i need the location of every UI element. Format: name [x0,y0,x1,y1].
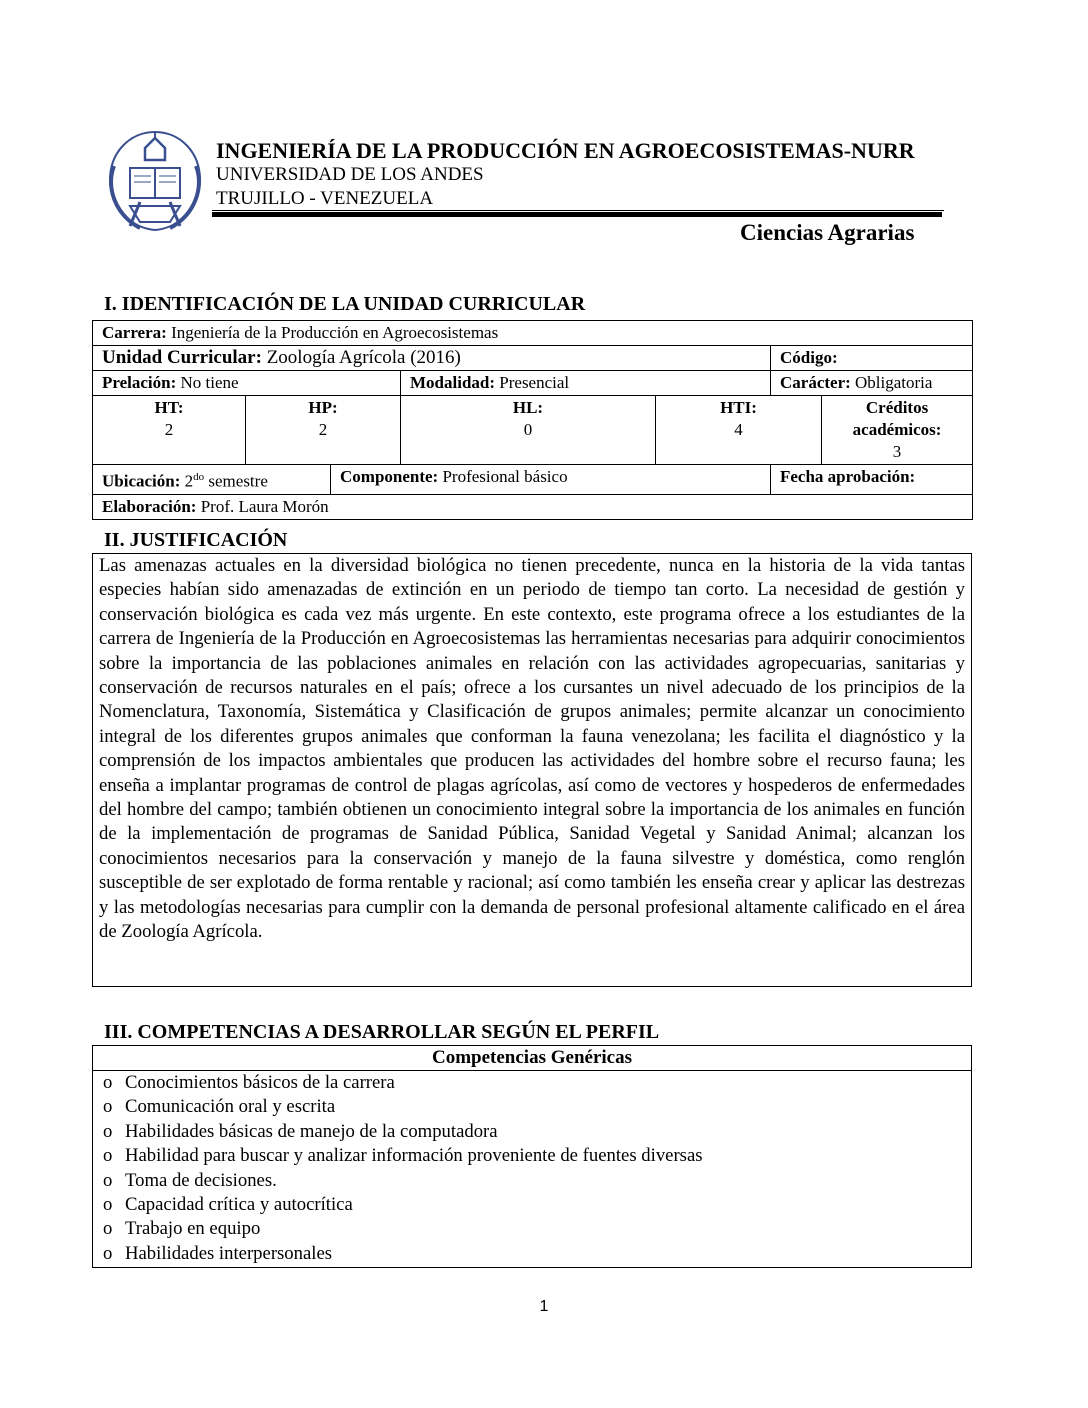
bullet-icon: o [103,1145,113,1167]
row-ubicacion [93,465,973,495]
elaboracion-label: Elaboración: [102,496,197,516]
modalidad-label: Modalidad: [410,373,496,392]
list-item-text: Habilidad para buscar y analizar información proveniente de fuentes diversas [125,1145,703,1167]
bullet-icon: o [103,1096,113,1118]
caracter-value: Obligatoria [855,373,933,392]
header-rule-thin [212,210,944,211]
competencies-header: Competencias Genéricas [93,1046,971,1071]
list-item [103,1071,971,1095]
ht-label: HT: [154,398,184,417]
competencies-list [93,1071,971,1266]
componente-value: Profesional básico [442,467,568,486]
hti-label: HTI: [720,398,757,417]
section-3-heading: III. COMPETENCIAS A DESARROLLAR SEGÚN EL PERFIL [104,1021,660,1043]
page-number: 1 [539,1298,549,1315]
ubicacion-label: Ubicación: [102,471,181,491]
list-item-text: Conocimientos básicos de la carrera [125,1072,395,1093]
cell-fecha [771,465,973,495]
hl-label: HL: [512,398,544,417]
list-item [103,1169,971,1193]
cell-unidad [93,346,771,371]
creditos-value: 3 [892,442,902,461]
cell-codigo [771,346,973,371]
hp-value: 2 [318,420,328,439]
list-item [103,1120,971,1144]
creditos-label: Créditos académicos: [852,398,942,439]
codigo-label: Código: [780,348,838,367]
list-item-text: Comunicación oral y escrita [125,1096,336,1118]
cell-carrera [93,321,973,346]
competencies-table [92,1045,972,1268]
hl-value: 0 [523,420,533,439]
program-title: INGENIERÍA DE LA PRODUCCIÓN EN AGROECOSISTEMAS-NURR [216,138,915,163]
list-item [103,1193,971,1217]
ubicacion-sup: do [193,471,205,483]
cell-hl [401,396,656,465]
hp-label: HP: [308,398,338,417]
university-seal-logo [100,126,210,236]
cell-componente [331,465,771,495]
section-1-heading: I. IDENTIFICACIÓN DE LA UNIDAD CURRICULAR [104,293,586,315]
modalidad-value: Presencial [499,373,570,392]
unidad-value: Zoología Agrícola (2016) [266,347,461,368]
section-2-heading: II. JUSTIFICACIÓN [104,529,288,551]
bullet-icon: o [103,1072,113,1093]
list-item-text: Toma de decisiones. [125,1169,277,1191]
list-item [103,1144,971,1168]
row-elaboracion [93,494,973,519]
bullet-icon: o [103,1169,113,1191]
elaboracion-value: Prof. Laura Morón [200,496,329,516]
header-rule-thick [212,212,942,217]
knowledge-area: Ciencias Agrarias [740,220,915,245]
bullet-icon: o [103,1242,113,1264]
cell-prelacion [93,371,401,396]
cell-hti [656,396,822,465]
university-name: UNIVERSIDAD DE LOS ANDES [216,164,484,185]
cell-ubicacion [93,465,331,495]
location: TRUJILLO - VENEZUELA [216,188,434,209]
identification-table [92,320,973,520]
list-item-text: Habilidades interpersonales [125,1242,333,1264]
cell-elaboracion [93,494,973,519]
list-item-text: Trabajo en equipo [125,1218,261,1240]
cell-ht [93,396,246,465]
bullet-icon: o [103,1194,113,1216]
cell-modalidad [401,371,771,396]
prelacion-label: Prelación: [102,373,177,392]
justification-text: Las amenazas actuales en la diversidad biológica no tienen precedente, nunca en la historia de la vida tantas especies habían sido amenazadas de extinción en un periodo de tiempo tan corto. La necesidad de gestión y conservación biológica es cada vez más urgente. En este contexto, este programa ofrece a los estudiantes de la carrera de Ingeniería de la Producción en Agroecosistemas las herramientas necesarias para adquirir conocimientos sobre la importancia de las poblaciones animales en relación con las actividades agropecuarias, sanitarias y conservación de recursos naturales en el país; ofrece a los cursantes un nivel adecuado de los principios de la Nomenclatura, Taxonomía, Sistemática y Clasificación de grupos animales; permite alcanzar un conocimiento integral de los diferentes grupos animales que conforman la fauna venezolana; les facilita el diagnóstico y la comprensión de los impactos ambientales que producen las actividades del hombre sobre el recurso fauna; les enseña a implantar programas de control de plagas agrícolas, así como de vectores y hospederos de enfermedades del hombre del campo; también obtienen un conocimiento integral sobre la importancia de los animales en función de la implementación de programas de Sanidad Pública, Sanidad Vegetal y Sanidad Animal; alcanzan los conocimientos necesarios para la conservación y manejo de la fauna silvestre y doméstica, como renglón susceptible de ser explotado de forma rentable y racional; así como también les enseña crear y aplicar las destrezas y las metodologías necesarias para cumplir con la demanda de personal profesional altamente calificado en el área de Zoología Agrícola. [92,553,972,987]
ubicacion-num: 2 [184,471,194,491]
fecha-label: Fecha aprobación: [780,467,916,486]
hti-value: 4 [734,420,743,439]
cell-caracter [771,371,973,396]
list-item [103,1095,971,1119]
prelacion-value: No tiene [180,373,239,392]
list-item-text: Capacidad crítica y autocrítica [125,1194,353,1216]
row-unidad [93,346,973,371]
bullet-icon: o [103,1218,113,1240]
carrera-label: Carrera: [102,323,167,342]
row-hours [93,396,973,465]
row-prelacion [93,371,973,396]
list-item [103,1242,971,1266]
cell-hp [246,396,401,465]
ubicacion-rest: semestre [208,471,268,491]
carrera-value: Ingeniería de la Producción en Agroecosistemas [171,323,499,342]
cell-creditos [822,396,973,465]
bullet-icon: o [103,1120,113,1142]
caracter-label: Carácter: [780,373,851,392]
row-carrera [93,321,973,346]
list-item [103,1217,971,1241]
componente-label: Componente: [340,467,439,486]
list-item-text: Habilidades básicas de manejo de la computadora [125,1120,498,1142]
ht-value: 2 [164,420,174,439]
unidad-label: Unidad Curricular: [102,347,262,368]
